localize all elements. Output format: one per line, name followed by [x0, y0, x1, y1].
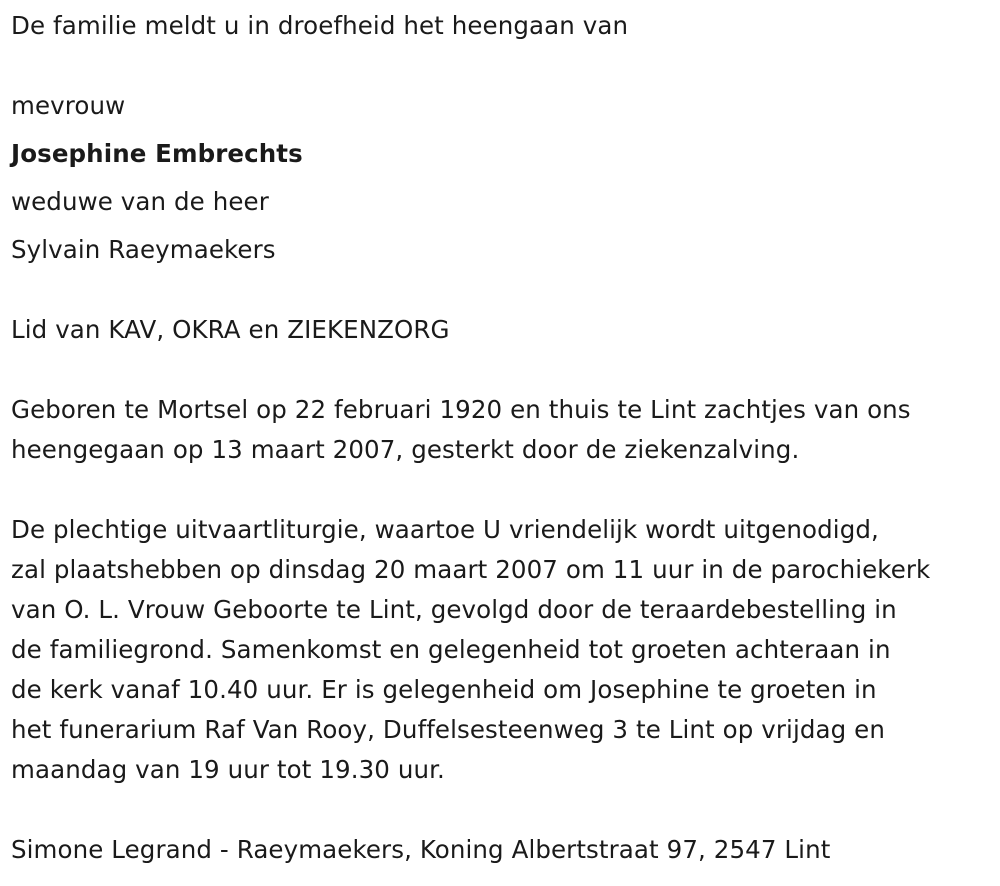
- paragraph-line: maandag van 19 uur tot 19.30 uur.: [11, 755, 445, 784]
- funeral-paragraph: [11, 510, 996, 790]
- paragraph-line: de kerk vanaf 10.40 uur. Er is gelegenheid om Josephine te groeten in: [11, 675, 877, 704]
- paragraph-line: De plechtige uitvaartliturgie, waartoe U vriendelijk wordt uitgenodigd,: [11, 515, 879, 544]
- intro-text: De familie meldt u in droefheid het heengaan van: [11, 11, 629, 40]
- membership-text: Lid van KAV, OKRA en ZIEKENZORG: [11, 315, 450, 344]
- relation-text: weduwe van de heer: [11, 187, 269, 216]
- birth-death-paragraph: [11, 390, 996, 470]
- deceased-name: Josephine Embrechts: [11, 139, 303, 168]
- spouse-name: Sylvain Raeymaekers: [11, 235, 276, 264]
- paragraph-line: heengegaan op 13 maart 2007, gesterkt door de ziekenzalving.: [11, 435, 800, 464]
- paragraph-line: Geboren te Mortsel op 22 februari 1920 en thuis te Lint zachtjes van ons: [11, 395, 911, 424]
- contact-address: Simone Legrand - Raeymaekers, Koning Albertstraat 97, 2547 Lint: [11, 835, 831, 864]
- paragraph-line: van O. L. Vrouw Geboorte te Lint, gevolgd door de teraardebestelling in: [11, 595, 897, 624]
- title-prefix: mevrouw: [11, 91, 126, 120]
- paragraph-line: de familiegrond. Samenkomst en gelegenheid tot groeten achteraan in: [11, 635, 891, 664]
- paragraph-line: het funerarium Raf Van Rooy, Duffelsesteenweg 3 te Lint op vrijdag en: [11, 715, 885, 744]
- paragraph-line: zal plaatshebben op dinsdag 20 maart 2007 om 11 uur in de parochiekerk: [11, 555, 931, 584]
